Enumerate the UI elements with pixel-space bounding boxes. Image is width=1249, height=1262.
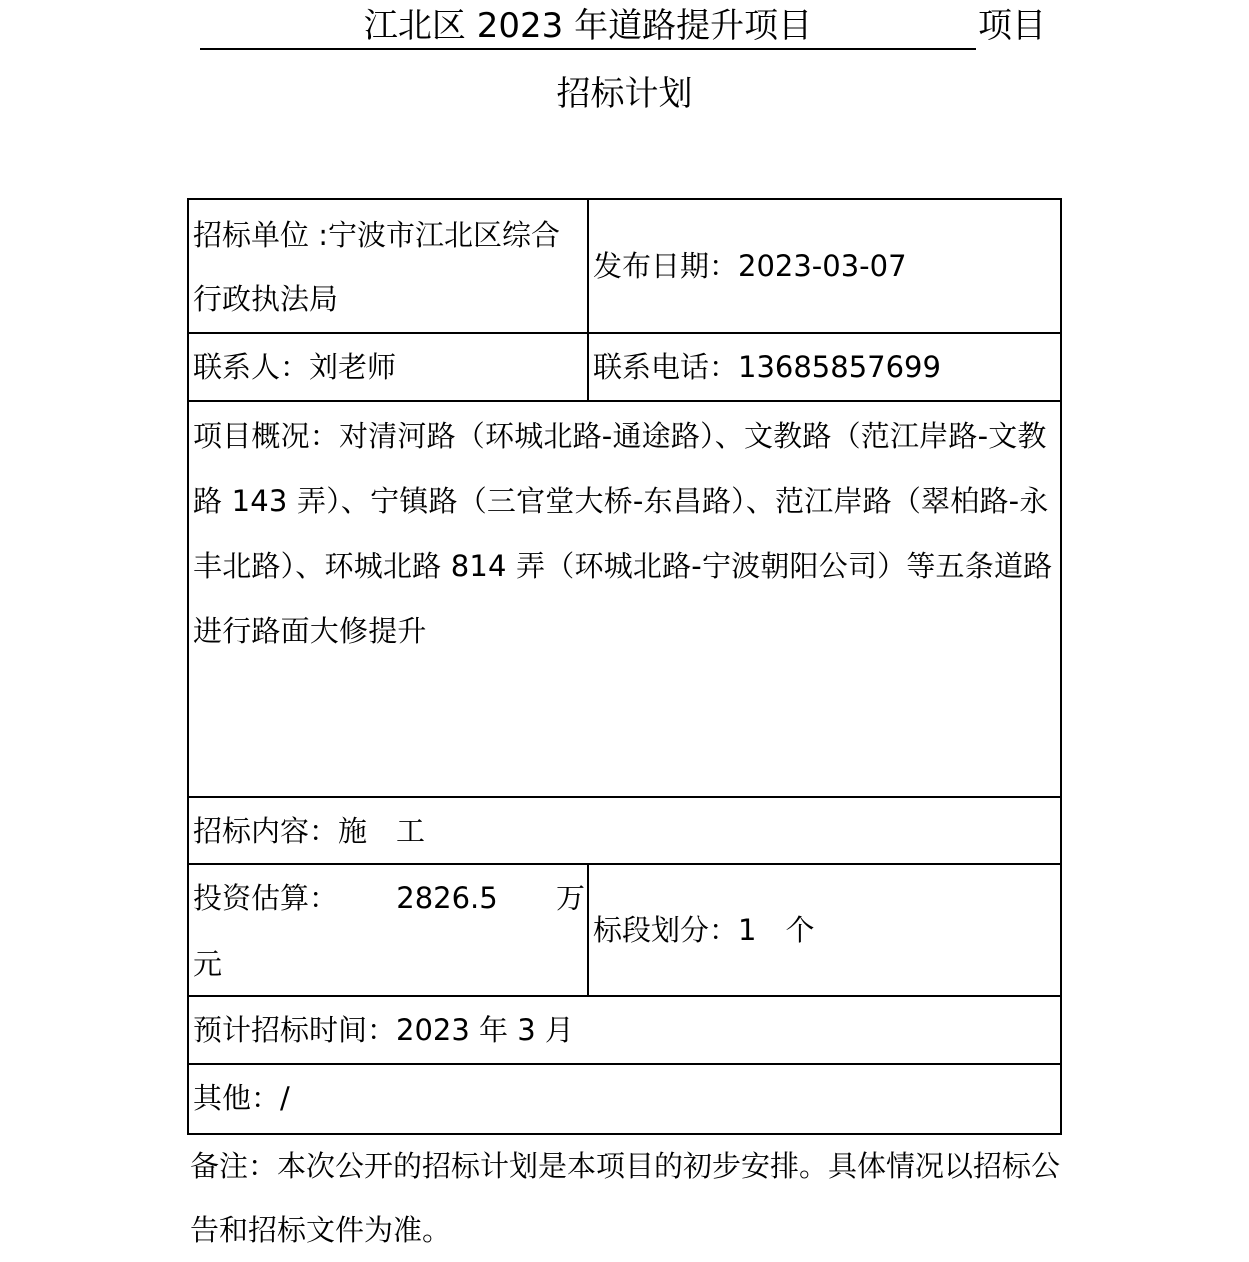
investment-value: 2826.5 — [396, 881, 498, 915]
remark-note: 备注：本次公开的招标计划是本项目的初步安排。具体情况以招标公告和招标文件为准。 — [190, 1149, 1061, 1247]
bid-plan-table — [187, 198, 1062, 1135]
title-project-name: 江北区 2023 年道路提升项目 — [200, 4, 976, 50]
table-row — [189, 402, 1060, 798]
document-subtitle: 招标计划 — [556, 74, 693, 114]
title-suffix: 项目 — [978, 6, 1046, 46]
table-row — [189, 865, 1060, 997]
lot-division-cell — [589, 865, 1060, 995]
investment-label: 投资估算： — [193, 881, 339, 915]
table-row — [189, 200, 1060, 334]
table-row — [189, 798, 1060, 865]
table-row — [189, 1065, 1060, 1133]
publish-date-cell — [589, 200, 1060, 332]
investment-cell — [189, 865, 589, 995]
document-title — [200, 4, 1060, 52]
contact-phone-cell — [589, 334, 1060, 400]
lot-division: 标段划分：1 个 — [593, 912, 815, 947]
bidder-cell: 招标单位 :宁波市江北区综合行政执法局 — [189, 200, 589, 332]
table-row — [189, 334, 1060, 402]
bid-content-cell: 招标内容：施 工 — [193, 814, 426, 848]
contact-person-cell: 联系人：刘老师 — [189, 334, 589, 400]
other-cell: 其他：/ — [193, 1081, 290, 1115]
project-overview-cell: 项目概况：对清河路（环城北路-通途路）、文教路（范江岸路-文教路 143 弄）、宁镇路（三官堂大桥-东昌路）、范江岸路（翠柏路-永丰北路）、环城北路 814 弄（环城北路-宁波朝阳公司）等五条道路进行路面大修提升 — [193, 419, 1053, 648]
investment-unit: 万 — [555, 881, 585, 915]
expected-time-cell: 预计招标时间：2023 年 3 月 — [193, 1013, 574, 1047]
contact-phone: 联系电话：13685857699 — [593, 350, 941, 384]
table-row — [189, 997, 1060, 1065]
publish-date: 发布日期：2023-03-07 — [593, 248, 907, 283]
investment-unit-wrap: 元 — [193, 947, 223, 981]
